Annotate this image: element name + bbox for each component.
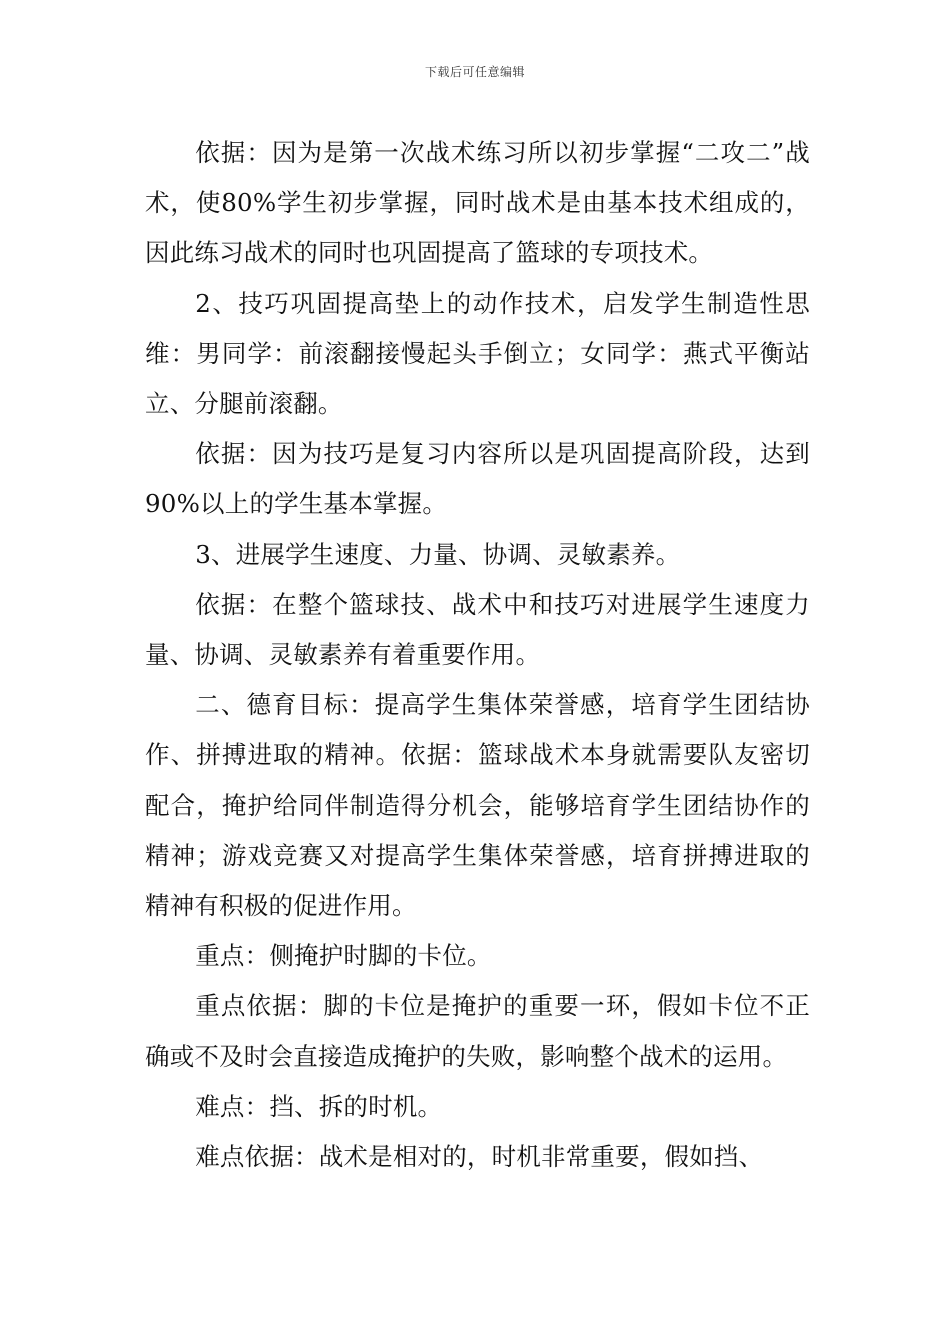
paragraph-skill-objective: 2、技巧巩固提高垫上的动作技术，启发学生制造性思维：男同学：前滚翻接慢起头手倒立；女同学：燕式平衡站立、分腿前滚翻。: [145, 288, 810, 419]
paragraph-difficulty-basis: 难点依据：战术是相对的，时机非常重要，假如挡、: [195, 1142, 764, 1172]
paragraph-basis-tactics: 依据：因为是第一次战术练习所以初步掌握“二攻二”战术，使80%学生初步掌握，同时战术是由基本技术组成的，因此练习战术的同时也巩固提高了篮球的专项技术。: [145, 138, 810, 268]
document-body: [145, 128, 810, 1182]
paragraph-difficulty: 难点：挡、拆的时机。: [195, 1091, 443, 1121]
paragraph-basis-fitness: 依据：在整个篮球技、战术中和技巧对进展学生速度力量、协调、灵敏素养有着重要作用。: [145, 589, 810, 670]
paragraph-fitness-objective: 3、进展学生速度、力量、协调、灵敏素养。: [195, 539, 681, 569]
paragraph-key-point-basis: 重点依据：脚的卡位是掩护的重要一环，假如卡位不正确或不及时会直接造成掩护的失败，影响整个战术的运用。: [145, 991, 810, 1071]
page-header: 下载后可任意编辑: [424, 65, 525, 79]
paragraph-key-point: 重点：侧掩护时脚的卡位。: [195, 941, 492, 971]
paragraph-moral-objective: 二、德育目标：提高学生集体荣誉感，培育学生团结协作、拼搏进取的精神。依据：篮球战术本身就需要队友密切配合，掩护给同伴制造得分机会，能够培育学生团结协作的精神；游戏竞赛又对提高学生集体荣誉感，培育拼搏进取的精神有积极的促进作用。: [145, 690, 810, 921]
paragraph-basis-skills: 依据：因为技巧是复习内容所以是巩固提高阶段，达到90%以上的学生基本掌握。: [145, 439, 810, 519]
